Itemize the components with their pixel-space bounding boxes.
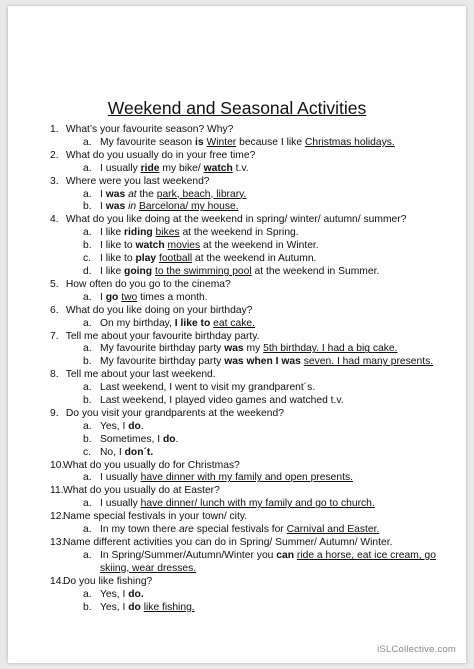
answer-underlined: Christmas holidays. [304, 136, 395, 148]
answer-underlined: eat cake. [213, 317, 255, 329]
answer-bold: can [276, 549, 295, 561]
answer-bold: is [195, 136, 204, 148]
answer-underlined: two [121, 291, 138, 303]
answer-underlined: have dinner with my family and open presents. [140, 472, 353, 484]
worksheet-title: Weekend and Seasonal Activities [107, 98, 367, 118]
question-text: How often do you go to the cinema? [65, 278, 231, 290]
answer-text: at the weekend in Spring. [179, 227, 299, 239]
question-7 [50, 331, 452, 344]
answer-9a [50, 421, 452, 434]
answer-text: Last weekend, I went to visit my grandparent´s. [100, 382, 316, 394]
answer-underlined: to the swimming pool [154, 265, 252, 277]
answer-4d [50, 266, 452, 279]
question-8 [50, 369, 452, 382]
question-text: Name special festivals in your town/ city. [63, 511, 248, 523]
answer-bold: going [124, 265, 153, 277]
question-3 [50, 176, 452, 189]
answer-3b [50, 201, 452, 214]
answer-italic: are [178, 524, 194, 536]
answer-text: Last weekend, I played video games and watched t.v. [100, 395, 344, 407]
answer-10a [50, 472, 452, 485]
answer-letter: b. [83, 201, 92, 213]
answer-text: . [175, 433, 179, 445]
answer-8b [50, 395, 452, 408]
answer-text: I [100, 291, 106, 303]
answer-letter: a. [83, 588, 92, 600]
answer-letter: a. [83, 136, 92, 148]
answer-letter: a. [83, 227, 92, 239]
answer-letter: a. [83, 524, 92, 536]
answer-text: my [243, 343, 264, 355]
question-text: What do you usually do at Easter? [63, 485, 220, 497]
answer-text: I like [100, 227, 125, 239]
answer-letter: a. [83, 549, 92, 561]
question-number: 4. [50, 214, 59, 226]
answer-9b [50, 434, 452, 447]
answer-underlined: bikes [155, 227, 180, 239]
answer-underlined: ride a horse, eat ice cream, go skiing, wear dresses. [100, 549, 436, 574]
answer-underlined: movies [167, 240, 201, 252]
question-14 [50, 576, 452, 589]
answer-bold: riding [124, 227, 153, 239]
watermark-footer: iSLCollective.com [377, 644, 456, 655]
question-list [50, 124, 452, 614]
answer-letter: c. [83, 446, 92, 458]
answer-14a [50, 589, 452, 602]
answer-letter: b. [83, 433, 92, 445]
answer-italic: in [128, 201, 137, 213]
answer-bold: was [105, 201, 126, 213]
answer-text: In my town there [100, 524, 179, 536]
answer-4c [50, 253, 452, 266]
question-1 [50, 124, 452, 137]
answer-text: My favourite birthday party [100, 343, 225, 355]
answer-4b [50, 240, 452, 253]
answer-letter: c. [83, 253, 92, 265]
question-number: 13. [50, 537, 65, 548]
answer-7b [50, 356, 452, 369]
answer-text: my bike/ [159, 162, 204, 174]
answer-3a [50, 189, 452, 202]
answer-letter: a. [83, 188, 92, 200]
answer-2a [50, 163, 452, 176]
answer-text: because I like [236, 136, 305, 148]
answer-bold: do [162, 433, 176, 445]
answer-bold: do [128, 420, 141, 432]
answer-text: My favourite season [100, 136, 196, 148]
answer-bold: was [224, 343, 244, 355]
answer-text: I [100, 201, 106, 213]
answer-text: I usually [100, 162, 141, 174]
answer-letter: a. [83, 291, 92, 303]
question-text: What do you like doing on your birthday? [65, 304, 253, 316]
answer-8a [50, 382, 452, 395]
answer-bold: do [128, 601, 141, 613]
answer-text: I like to [100, 240, 136, 252]
question-text: What’s your favourite season? Why? [65, 124, 234, 135]
question-13 [50, 537, 452, 550]
answer-letter: b. [83, 356, 92, 368]
question-9 [50, 408, 452, 421]
question-text: What do you usually do in your free time? [65, 149, 256, 161]
question-number: 6. [50, 304, 59, 316]
question-number: 5. [50, 278, 59, 290]
answer-text: I like to [100, 253, 136, 265]
question-number: 3. [50, 175, 59, 187]
answer-7a [50, 343, 452, 356]
answer-text: I like [100, 265, 125, 277]
question-number: 12. [50, 511, 65, 523]
answer-text: My favourite birthday party [100, 356, 225, 368]
answer-text: I usually [100, 498, 141, 510]
question-4 [50, 214, 452, 227]
answer-underlined: have dinner/ lunch with my family and go to church. [140, 498, 375, 510]
answer-text: Yes, I [100, 588, 129, 600]
question-text: Do you visit your grandparents at the weekend? [65, 407, 284, 419]
answer-14b [50, 602, 452, 615]
answer-underlined: Barcelona/ my house. [138, 201, 239, 213]
question-2 [50, 150, 452, 163]
question-text: Where were you last weekend? [65, 175, 210, 187]
answer-4a [50, 227, 452, 240]
answer-wrapped-text [100, 550, 440, 576]
answer-bold: do. [128, 588, 144, 600]
answer-bold: was [105, 188, 126, 200]
answer-5a [50, 292, 452, 305]
answer-letter: a. [83, 317, 92, 329]
answer-text: . [140, 420, 144, 432]
answer-text: In Spring/Summer/Autumn/Winter you [100, 549, 277, 561]
answer-9c [50, 447, 452, 460]
answer-letter: a. [83, 472, 92, 484]
answer-text: Yes, I [100, 601, 129, 613]
question-number: 11. [50, 485, 64, 497]
question-number: 2. [50, 149, 59, 161]
question-number: 9. [50, 407, 59, 419]
question-text: Do you like fishing? [63, 575, 153, 587]
answer-text: special festivals for [193, 524, 287, 536]
question-6 [50, 305, 452, 318]
answer-6a [50, 318, 452, 331]
question-number: 8. [50, 369, 59, 381]
question-number: 10. [50, 459, 65, 471]
answer-letter: a. [83, 498, 92, 510]
worksheet-page [8, 6, 466, 663]
answer-11a [50, 498, 452, 511]
answer-letter: a. [83, 343, 92, 355]
answer-text: I usually [100, 472, 141, 484]
question-10 [50, 460, 452, 473]
answer-text: times a month. [137, 291, 208, 303]
answer-underlined: like fishing. [143, 601, 195, 613]
answer-bold: play [135, 253, 157, 265]
answer-letter: a. [83, 420, 92, 432]
question-5 [50, 279, 452, 292]
answer-13a [50, 550, 452, 576]
answer-letter: d. [83, 265, 92, 277]
answer-letter: a. [83, 162, 92, 174]
answer-underlined: park, beach, library. [156, 188, 247, 200]
answer-underlined: seven. I had many presents. [303, 356, 434, 368]
answer-text: I [100, 188, 106, 200]
question-number: 1. [50, 124, 59, 135]
answer-bold: I like to [174, 317, 211, 329]
answer-text: No, I [100, 446, 125, 458]
answer-1a [50, 137, 452, 150]
answer-underlined: Winter [206, 136, 237, 148]
question-text: Tell me about your last weekend. [65, 369, 216, 381]
answer-12a [50, 524, 452, 537]
answer-text: t.v. [232, 162, 249, 174]
answer-letter: b. [83, 240, 92, 252]
answer-bold: watch [135, 240, 165, 252]
answer-text: at the weekend in Winter. [200, 240, 319, 252]
answer-text: the [136, 188, 157, 200]
question-text: Name different activities you can do in Spring/ Summer/ Autumn/ Winter. [63, 537, 393, 548]
question-12 [50, 511, 452, 524]
question-text: What do you like doing at the weekend in spring/ winter/ autumn/ summer? [65, 214, 407, 226]
answer-text: On my birthday, [100, 317, 175, 329]
answer-underlined: Carnival and Easter. [286, 524, 380, 536]
answer-text: Yes, I [100, 420, 129, 432]
answer-bold-underlined: ride [140, 162, 160, 174]
answer-underlined: 5th birthday. I had a big cake. [263, 343, 398, 355]
answer-bold-underlined: watch [203, 162, 233, 174]
answer-bold: don´t. [124, 446, 154, 458]
question-11 [50, 485, 452, 498]
answer-letter: b. [83, 601, 92, 613]
question-text: What do you usually do for Christmas? [63, 459, 240, 471]
answer-text: at the weekend in Summer. [251, 265, 380, 277]
question-number: 14. [50, 575, 65, 587]
answer-italic: at [128, 188, 137, 200]
question-number: 7. [50, 330, 59, 342]
answer-bold: was when I was [224, 356, 301, 368]
question-text: Tell me about your favourite birthday party. [65, 330, 260, 342]
answer-bold: go [105, 291, 119, 303]
answer-text: at the weekend in Autumn. [192, 253, 317, 265]
answer-text: Sometimes, I [100, 433, 163, 445]
answer-letter: a. [83, 382, 92, 394]
answer-underlined: football [158, 253, 193, 265]
answer-letter: b. [83, 395, 92, 407]
